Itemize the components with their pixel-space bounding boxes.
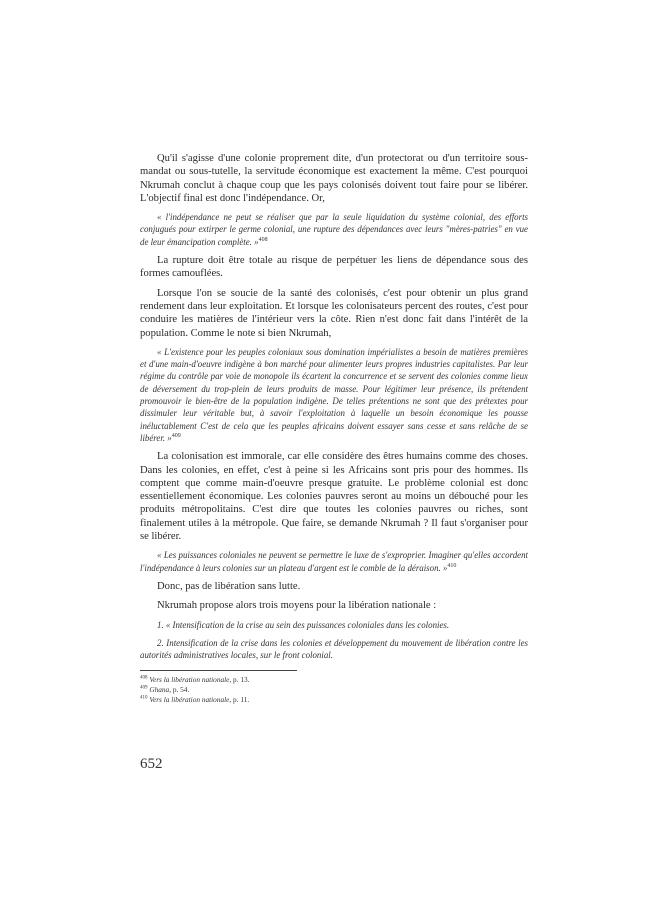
footnote — [140, 685, 528, 695]
footnote-title: Vers la libération nationale — [149, 675, 230, 685]
footnote-number: 408 — [140, 675, 148, 681]
paragraph: Donc, pas de libération sans lutte. — [157, 580, 301, 592]
footnote-title: Vers la libération nationale — [149, 694, 230, 704]
footnote-rest: , p. 11. — [229, 694, 250, 704]
quote-text: « L'existence pour les peuples coloniaux sous domination impérialistes a besoin de matières premières et d'une main-d'oeuvre indigène à bon marché pour alimenter leurs propres industries capitalistes. Par leur régime du contrôle par voie de monopole ils écartent la concurrence et se servent des colonies comme lieux de déversement du trop-plein de leurs produits de masse. Pour légitimer leur présence, ils prétendent promouvoir le bien-être de la population indigène. De telles prétentions ne sont que des prétextes pour dissimuler leur véritable but, à savoir l'exploitation à laquelle un besoin économique les pousse inéluctablement C'est de cela que les peuples africains doivent essayer sans cesse et sans relâche de se libérer. » — [140, 346, 528, 443]
footnote — [140, 695, 528, 705]
footnote-ref[interactable]: 408 — [258, 236, 268, 243]
page-number: 652 — [140, 756, 163, 772]
footnote — [140, 675, 528, 685]
paragraph: La rupture doit être totale au risque de perpétuer les liens de dépendance sous des formes camouflées. — [140, 255, 528, 280]
numbered-item: 1. « Intensification de la crise au sein des puissances coloniales dans les colonies. — [157, 619, 450, 630]
footnote-number: 410 — [140, 695, 148, 701]
footnote-ref[interactable]: 410 — [447, 562, 457, 569]
footnote-ref[interactable]: 409 — [171, 432, 181, 439]
footnote-divider — [140, 670, 297, 671]
block-quote — [140, 211, 528, 248]
footnote-rest: , p. 13. — [229, 675, 250, 685]
quote-text: « Les puissances coloniales ne peuvent se permettre le luxe de s'exproprier. Imaginer qu'elles accordent l'indépendance à leurs colonies sur un plateau d'argent est le comble de la déraison. » — [140, 550, 528, 573]
block-quote — [140, 549, 528, 574]
footnote-rest: , p. 54. — [169, 685, 190, 695]
footnote-title: Ghana — [149, 685, 170, 695]
footnote-number: 409 — [140, 685, 148, 691]
page-body — [140, 152, 528, 705]
numbered-item: 2. Intensification de la crise dans les colonies et développement du mouvement de libération contre les autorités administratives locales, sur le front colonial. — [140, 637, 528, 661]
block-quote — [140, 346, 528, 444]
paragraph: Lorsque l'on se soucie de la santé des colonisés, c'est pour obtenir un plus grand rendement dans leur exploitation. Et lorsque les colonisateurs percent des routes, c'est pour conduire les matières de l'intérieur vers la côte. Rien n'est donc fait dans l'intérêt de la population. Comme le note si bien Nkrumah, — [140, 287, 528, 339]
paragraph: La colonisation est immorale, car elle considère des êtres humains comme des choses. Dans les colonies, en effet, c'est à peine si les Africains sont pris pour des hommes. Ils comptent que comme main-d'oeuvre presque gratuite. Le problème colonial est donc essentiellement économique. Les colonies pauvres seront au moins un débouché pour les produits métropolitains. C'est dire que toutes les colonies pauvres ou riches, sont finalement utiles à la métropole. Que faire, se demande Nkrumah ? Il faut s'organiser pour se libérer. — [140, 451, 528, 543]
paragraph: Qu'il s'agisse d'une colonie proprement dite, d'un protectorat ou d'un territoire sous-mandat ou sous-tutelle, la servitude économique est exactement la même. C'est pourquoi Nkrumah conclut à chaque coup que les pays colonisés doivent tout faire pour se libérer. L'objectif final est donc l'indépendance. Or, — [140, 153, 528, 204]
paragraph: Nkrumah propose alors trois moyens pour la libération nationale : — [157, 600, 437, 612]
quote-text: « l'indépendance ne peut se réaliser que par la seule liquidation du système colonial, des efforts conjugués pour extirper le germe colonial, une rupture des dépendances avec leurs "mères-patries" en vue de leur émancipation complète. » — [140, 212, 528, 247]
